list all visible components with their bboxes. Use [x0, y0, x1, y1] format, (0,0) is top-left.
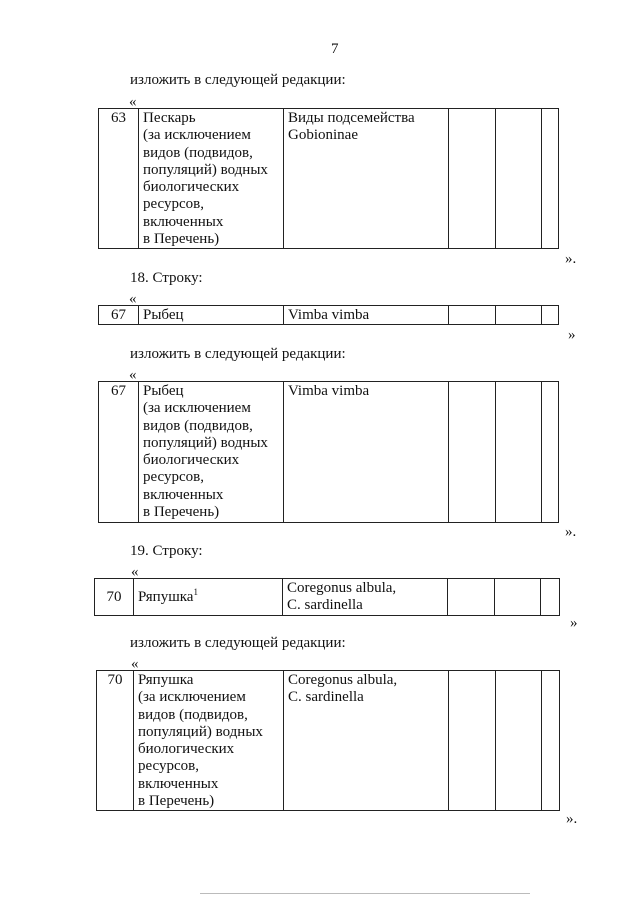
intro-text: изложить в следующей редакции:: [130, 72, 346, 88]
open-quote: «: [129, 94, 137, 110]
name-line: популяций) водных: [143, 434, 268, 451]
name-line: видов (подвидов,: [143, 144, 253, 161]
scan-edge-line: [200, 893, 530, 894]
intro-text: изложить в следующей редакции:: [130, 346, 346, 362]
name-line: Ряпушка: [138, 672, 194, 688]
latin-line: Coregonus albula,: [287, 580, 397, 596]
latin-name-cell: [284, 382, 449, 523]
species-name-cell: [139, 382, 284, 523]
empty-cell: [496, 306, 542, 325]
table-row: [99, 382, 559, 523]
species-table: [98, 305, 559, 325]
latin-line: Gobioninae: [288, 127, 358, 144]
row-number: 67: [99, 382, 139, 523]
species-table: [94, 578, 560, 616]
close-quote: ».: [565, 524, 577, 540]
open-quote: «: [129, 291, 137, 307]
name-line: (за исключением: [143, 400, 251, 417]
table-row: [95, 579, 560, 616]
name-line: включенных: [143, 213, 224, 230]
name-line: популяций) водных: [138, 723, 263, 740]
name-line: биологических: [143, 179, 240, 196]
close-quote: ».: [565, 251, 577, 267]
open-quote: «: [131, 656, 139, 672]
empty-cell: [542, 382, 559, 523]
latin-name-cell: [283, 579, 448, 616]
latin-line: Coregonus albula,: [288, 672, 398, 688]
section-heading: 18. Строку:: [130, 270, 203, 286]
table-row: [97, 671, 560, 811]
close-quote: »: [570, 615, 578, 631]
empty-cell: [541, 579, 560, 616]
name-line: Ряпушка: [138, 588, 194, 605]
empty-cell: [449, 382, 496, 523]
name-line: в Перечень): [138, 793, 215, 810]
species-table: [96, 670, 560, 811]
empty-cell: [542, 109, 559, 249]
species-table: [98, 108, 559, 249]
empty-cell: [449, 306, 496, 325]
section-heading: 19. Строку:: [130, 543, 203, 559]
name-line: Пескарь: [143, 110, 196, 126]
name-line: биологических: [138, 741, 235, 758]
row-number: 63: [99, 109, 139, 249]
empty-cell: [448, 579, 495, 616]
species-table: [98, 381, 559, 523]
name-line: включенных: [143, 486, 224, 503]
intro-text: изложить в следующей редакции:: [130, 635, 346, 651]
latin-line: Vimba vimba: [288, 383, 370, 399]
latin-line: Vimba vimba: [288, 307, 370, 323]
name-line: ресурсов,: [143, 469, 204, 486]
name-line: видов (подвидов,: [143, 417, 253, 434]
table-row: [99, 306, 559, 325]
table-row: [99, 109, 559, 249]
species-name-cell: [139, 109, 284, 249]
latin-line: C. sardinella: [287, 597, 363, 614]
name-line: видов (подвидов,: [138, 706, 248, 723]
name-line: (за исключением: [138, 689, 246, 706]
row-number: 70: [97, 671, 134, 811]
latin-line: C. sardinella: [288, 689, 364, 706]
close-quote: ».: [566, 811, 578, 827]
name-line: в Перечень): [143, 231, 220, 248]
empty-cell: [496, 382, 542, 523]
open-quote: «: [131, 564, 139, 580]
page-number: 7: [331, 41, 339, 57]
latin-name-cell: [284, 109, 449, 249]
open-quote: «: [129, 367, 137, 383]
name-line: (за исключением: [143, 127, 251, 144]
row-number: 70: [95, 579, 134, 616]
empty-cell: [496, 109, 542, 249]
empty-cell: [495, 579, 541, 616]
empty-cell: [542, 306, 559, 325]
empty-cell: [496, 671, 542, 811]
close-quote: »: [568, 327, 576, 343]
name-line: в Перечень): [143, 504, 220, 521]
row-number: 67: [99, 306, 139, 325]
name-line: ресурсов,: [143, 196, 204, 213]
species-name-cell: [134, 579, 283, 616]
empty-cell: [542, 671, 560, 811]
empty-cell: [449, 671, 496, 811]
latin-name-cell: [284, 306, 449, 325]
name-line: Рыбец: [143, 307, 184, 323]
footnote-mark: 1: [193, 586, 198, 597]
name-line: включенных: [138, 775, 219, 792]
name-line: Рыбец: [143, 383, 184, 399]
latin-name-cell: [284, 671, 449, 811]
latin-line: Виды подсемейства: [288, 110, 415, 126]
empty-cell: [449, 109, 496, 249]
name-line: биологических: [143, 452, 240, 469]
name-line: популяций) водных: [143, 161, 268, 178]
species-name-cell: [134, 671, 284, 811]
species-name-cell: [139, 306, 284, 325]
name-line: ресурсов,: [138, 758, 199, 775]
